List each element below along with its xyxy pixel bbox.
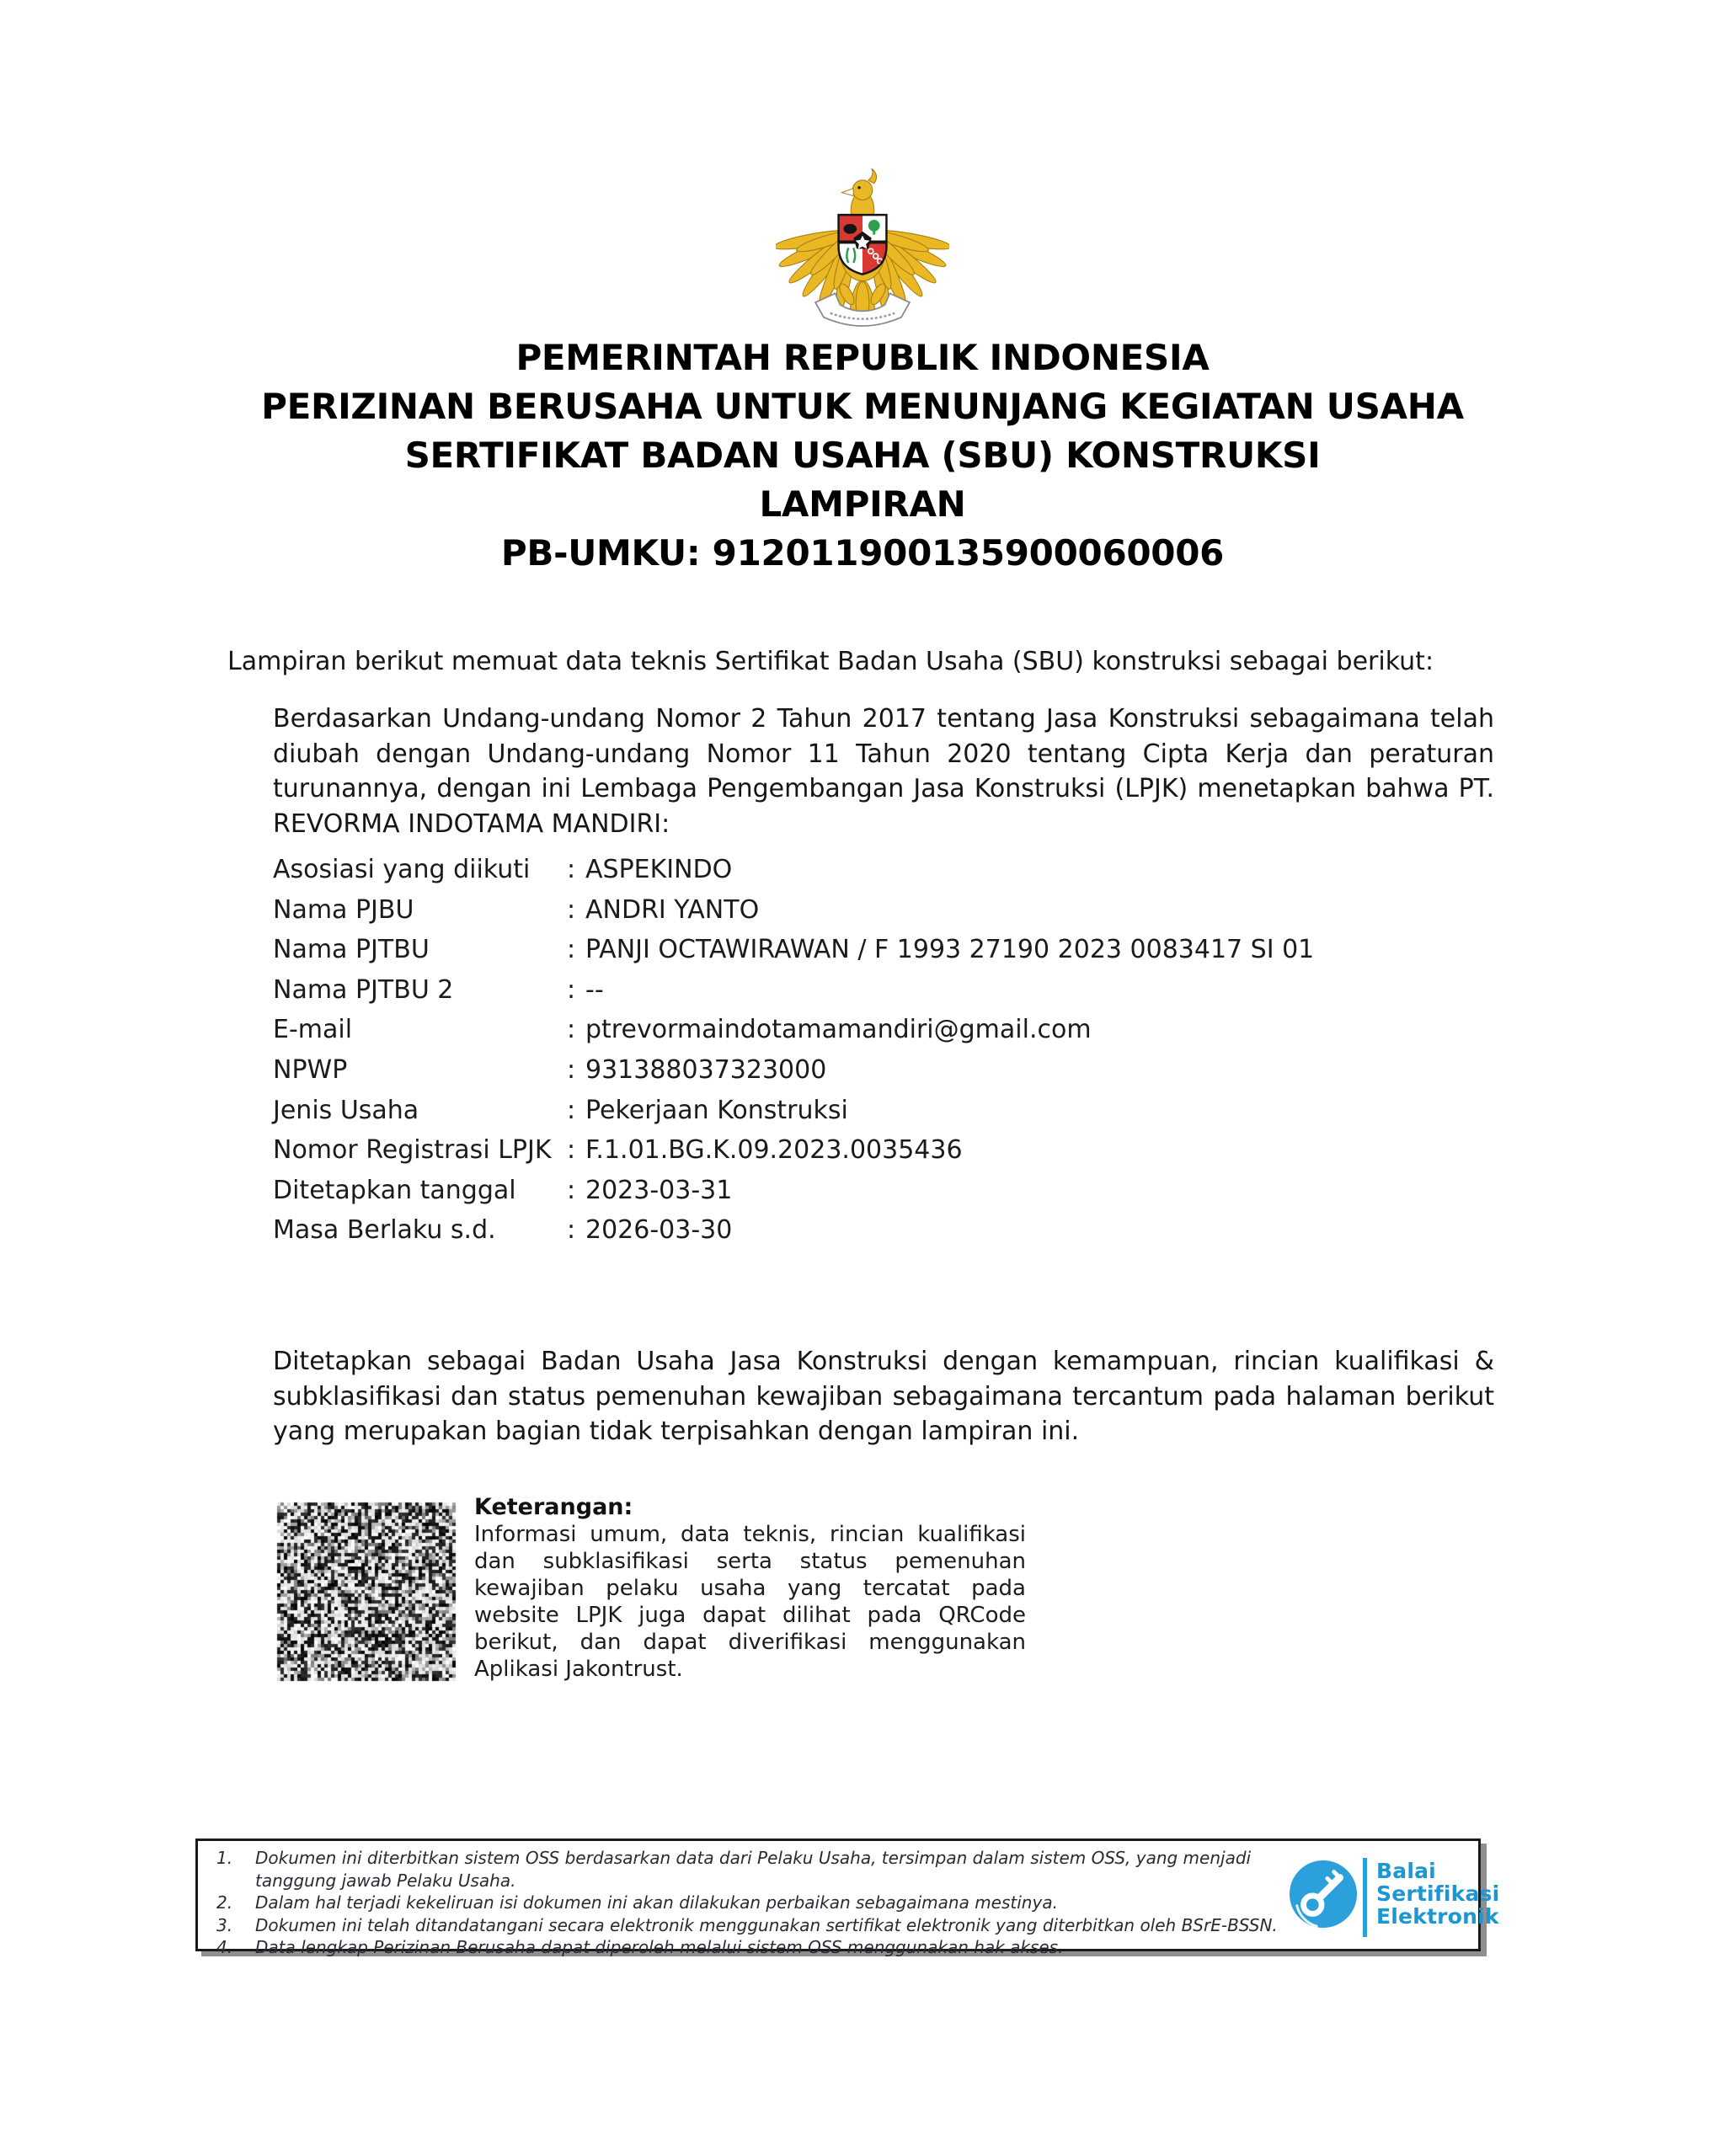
- field-value: ASPEKINDO: [585, 855, 733, 884]
- field-colon: :: [567, 974, 576, 1005]
- footer-note-text: Data lengkap Perizinan Berusaha dapat diperoleh melalui sistem OSS menggunakan hak akses.: [255, 1937, 1064, 1957]
- field-colon: :: [567, 1095, 576, 1125]
- field-colon: :: [567, 1175, 576, 1205]
- field-value: ptrevormaindotamamandiri@gmail.com: [585, 1015, 1092, 1045]
- field-value: ANDRI YANTO: [585, 894, 760, 925]
- determination-paragraph: Ditetapkan sebagai Badan Usaha Jasa Konstruksi dengan kemampuan, rincian kualifikasi & subklasifikasi dan status pemenuhan kewajiban sebagaimana tercantum pada halaman berikut yang merupakan bagian tidak terpisahkan dengan lampiran ini.: [273, 1347, 1494, 1446]
- garuda-icon: [776, 143, 949, 339]
- field-row: [273, 1177, 1519, 1217]
- footer-note: [216, 1914, 1278, 1937]
- field-row: [273, 856, 1519, 896]
- keterangan-heading: Keterangan:: [474, 1494, 633, 1520]
- footer-note-text: Dokumen ini telah ditandatangani secara elektronik menggunakan sertifikat elektronik yang diterbitkan oleh BSrE-BSSN.: [255, 1914, 1278, 1935]
- field-value: 2023-03-31: [585, 1175, 733, 1205]
- field-value: Pekerjaan Konstruksi: [585, 1095, 848, 1125]
- title-line-lampiran: LAMPIRAN: [759, 483, 966, 525]
- data-field-list: [273, 856, 1519, 1257]
- bse-logo-line-1: Balai: [1376, 1859, 1436, 1883]
- footer-note-number: 2.: [216, 1892, 233, 1913]
- key-icon: [1289, 1860, 1358, 1929]
- field-label: Nomor Registrasi LPJK: [273, 1135, 552, 1166]
- garuda-pancasila-emblem: [776, 143, 949, 339]
- field-row: [273, 1216, 1519, 1257]
- field-row: [273, 896, 1519, 937]
- footer-note: [216, 1892, 1278, 1914]
- document-title-block: [0, 334, 1725, 578]
- field-colon: :: [567, 935, 576, 965]
- keterangan-block: [474, 1494, 1026, 1683]
- field-row: [273, 1056, 1519, 1097]
- bse-logo-text: [1376, 1860, 1499, 1928]
- footer-notes-box: [195, 1838, 1500, 1957]
- bse-logo-line-2: Sertifikasi: [1376, 1881, 1500, 1906]
- footer-note: [216, 1847, 1278, 1892]
- title-line-government: PEMERINTAH REPUBLIK INDONESIA: [515, 337, 1210, 378]
- footer-notes-list: [216, 1847, 1278, 1959]
- footer-note-number: 1.: [216, 1848, 233, 1868]
- field-label: Nama PJBU: [273, 894, 414, 925]
- field-value: --: [585, 974, 604, 1005]
- field-row: [273, 936, 1519, 976]
- keterangan-body: Informasi umum, data teknis, rincian kualifikasi dan subklasifikasi serta status pemenuhan kewajiban pelaku usaha yang tercatat pada website LPJK juga dapat dilihat pada QRCode berikut, dan dapat diverifikasi menggunakan Aplikasi Jakontrust.: [474, 1522, 1026, 1682]
- field-label: Jenis Usaha: [273, 1095, 419, 1125]
- bse-logo: [1289, 1858, 1500, 1937]
- qr-code: [276, 1502, 457, 1682]
- title-line-perizinan: PERIZINAN BERUSAHA UNTUK MENUNJANG KEGIATAN USAHA: [261, 386, 1464, 427]
- footer-note-number: 4.: [216, 1937, 233, 1957]
- field-value: F.1.01.BG.K.09.2023.0035436: [585, 1135, 963, 1166]
- field-label: Masa Berlaku s.d.: [273, 1215, 496, 1246]
- field-label: Nama PJTBU: [273, 935, 430, 965]
- field-value: PANJI OCTAWIRAWAN / F 1993 27190 2023 0083417 SI 01: [585, 935, 1315, 965]
- footer-note-text: Dokumen ini diterbitkan sistem OSS berdasarkan data dari Pelaku Usaha, tersimpan dalam sistem OSS, yang menjadi tanggung jawab Pelaku Usaha.: [255, 1848, 1252, 1891]
- title-line-pb-umku: PB-UMKU: 912011900135900060006: [500, 532, 1225, 574]
- footer-note-text: Dalam hal terjadi kekeliruan isi dokumen ini akan dilakukan perbaikan sebagaimana mestinya.: [255, 1892, 1058, 1913]
- field-label: Ditetapkan tanggal: [273, 1175, 516, 1205]
- intro-sentence: Lampiran berikut memuat data teknis Sertifikat Badan Usaha (SBU) konstruksi sebagai berikut:: [227, 647, 1434, 676]
- field-colon: :: [567, 1135, 576, 1166]
- field-colon: :: [567, 894, 576, 925]
- footer-note-number: 3.: [216, 1914, 233, 1935]
- legal-basis-paragraph: Berdasarkan Undang-undang Nomor 2 Tahun 2017 tentang Jasa Konstruksi sebagaimana telah diubah dengan Undang-undang Nomor 11 Tahun 2020 tentang Cipta Kerja dan peraturan turunannya, dengan ini Lembaga Pengembangan Jasa Konstruksi (LPJK) menetapkan bahwa PT. REVORMA INDOTAMA MANDIRI:: [273, 704, 1494, 839]
- field-label: NPWP: [273, 1054, 348, 1085]
- field-row: [273, 1016, 1519, 1056]
- field-colon: :: [567, 1015, 576, 1045]
- field-label: Asosiasi yang diikuti: [273, 855, 531, 884]
- field-value: 2026-03-30: [585, 1215, 733, 1246]
- field-row: [273, 976, 1519, 1017]
- logo-divider: [1363, 1858, 1367, 1937]
- field-value: 931388037323000: [585, 1054, 827, 1085]
- field-colon: :: [567, 1054, 576, 1085]
- title-line-sertifikat: SERTIFIKAT BADAN USAHA (SBU) KONSTRUKSI: [404, 435, 1321, 476]
- field-colon: :: [567, 1215, 576, 1246]
- footer-note: [216, 1936, 1278, 1959]
- field-colon: :: [567, 855, 576, 884]
- field-label: E-mail: [273, 1015, 353, 1045]
- field-label: Nama PJTBU 2: [273, 974, 454, 1005]
- bse-logo-line-3: Elektronik: [1376, 1904, 1499, 1929]
- field-row: [273, 1097, 1519, 1137]
- field-row: [273, 1136, 1519, 1177]
